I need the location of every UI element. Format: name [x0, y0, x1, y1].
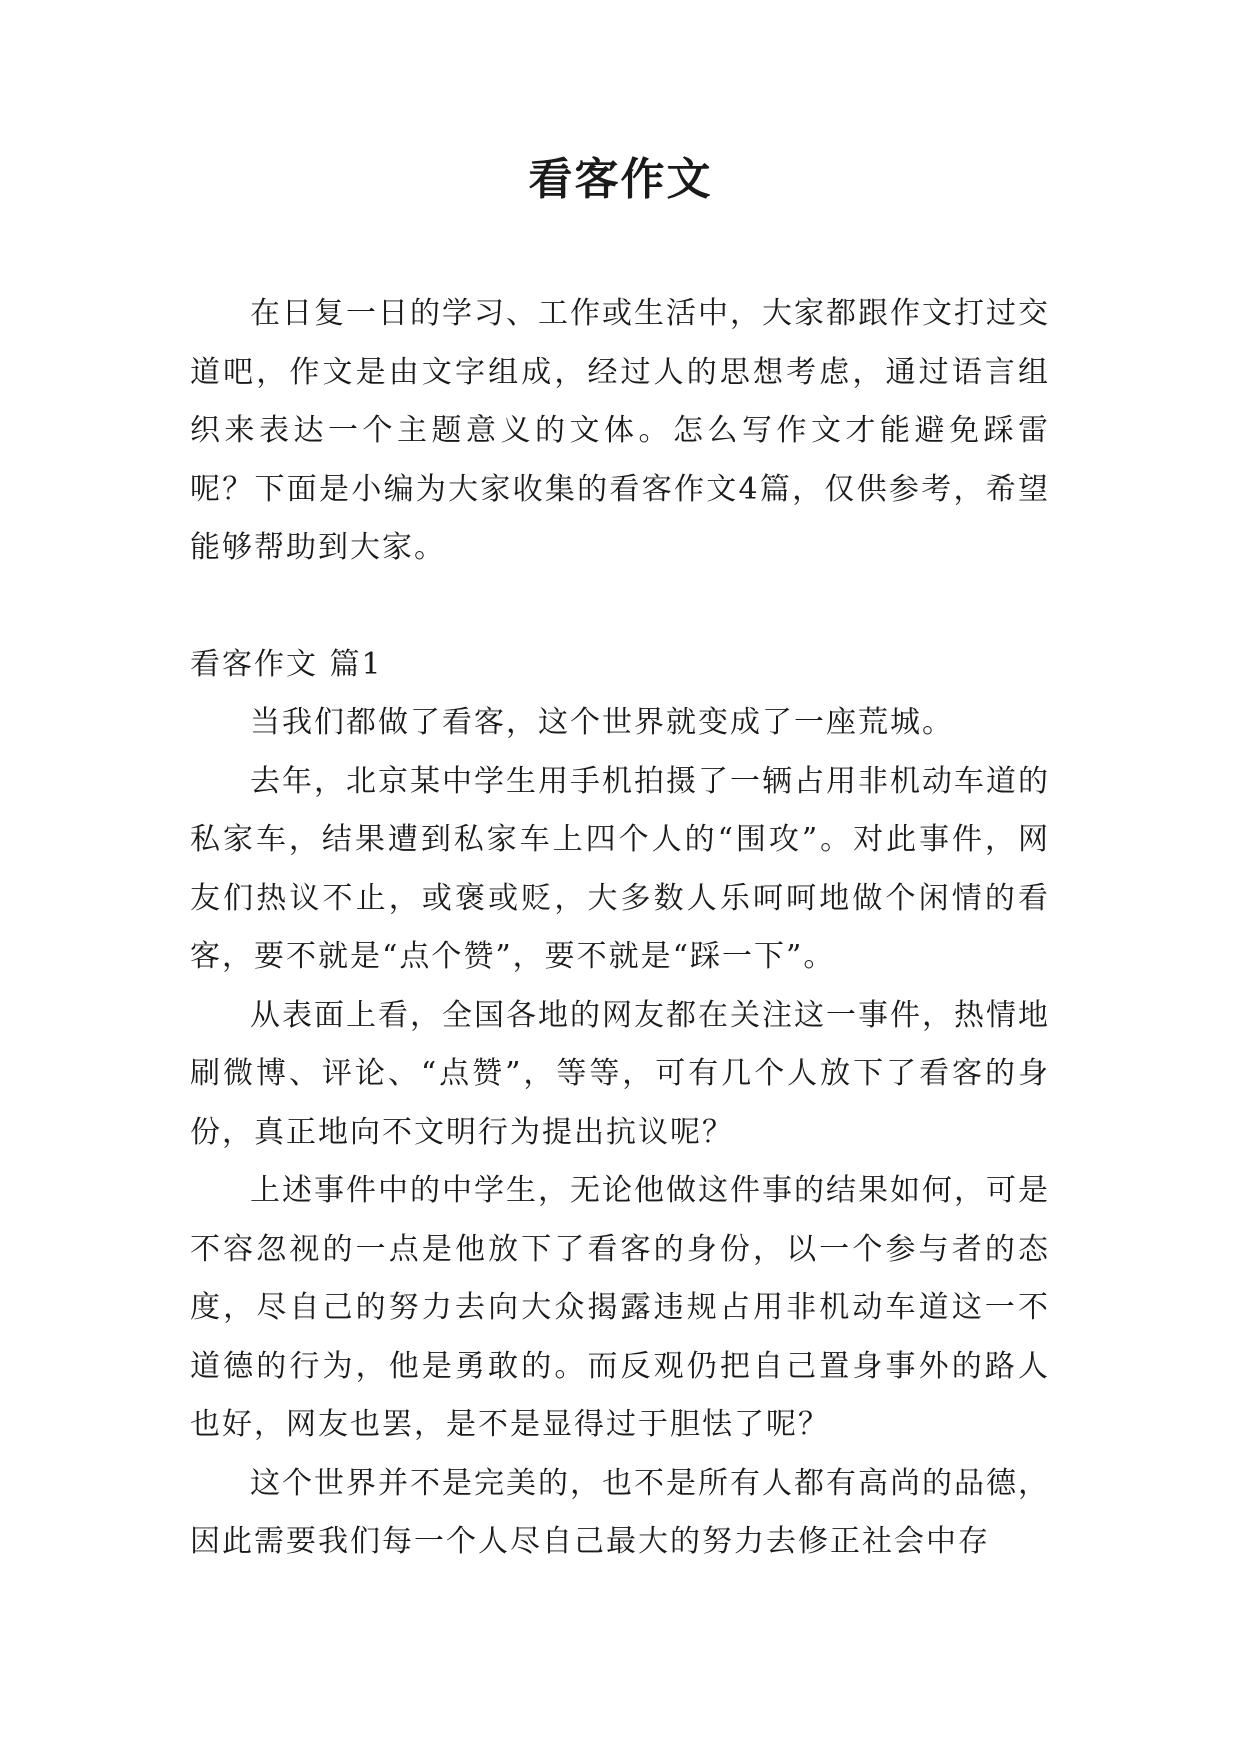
body-paragraph-1: 当我们都做了看客，这个世界就变成了一座荒城。	[250, 705, 954, 740]
document-body	[190, 285, 1050, 1572]
intro-paragraph: 在日复一日的学习、工作或生活中，大家都跟作文打过交道吧，作文是由文字组成，经过人的思想考虑，通过语言组织来表达一个主题意义的文体。怎么写作文才能避免踩雷呢？下面是小编为大家收集的看客作文4篇，仅供参考，希望能够帮助到大家。	[190, 296, 1050, 565]
section-heading: 看客作文 篇1	[190, 646, 383, 682]
document-title: 看客作文	[528, 154, 713, 205]
body-paragraph-4: 上述事件中的中学生，无论他做这件事的结果如何，可是不容忽视的一点是他放下了看客的身份，以一个参与者的态度，尽自己的努力去向大众揭露违规占用非机动车道这一不道德的行为，他是勇敢的。而反观仍把自己置身事外的路人也好，网友也罢，是不是显得过于胆怯了呢？	[190, 1173, 1050, 1442]
body-paragraph-5: 这个世界并不是完美的，也不是所有人都有高尚的品德，因此需要我们每一个人尽自己最大的努力去修正社会中存	[190, 1465, 1050, 1559]
body-paragraph-3: 从表面上看，全国各地的网友都在关注这一事件，热情地刷微博、评论、“点赞”，等等，可有几个人放下了看客的身份，真正地向不文明行为提出抗议呢？	[190, 997, 1050, 1150]
body-paragraph-2: 去年，北京某中学生用手机拍摄了一辆占用非机动车道的私家车，结果遭到私家车上四个人的“围攻”。对此事件，网友们热议不止，或褒或贬，大多数人乐呵呵地做个闲情的看客，要不就是“点个赞”，要不就是“踩一下”。	[190, 763, 1050, 974]
